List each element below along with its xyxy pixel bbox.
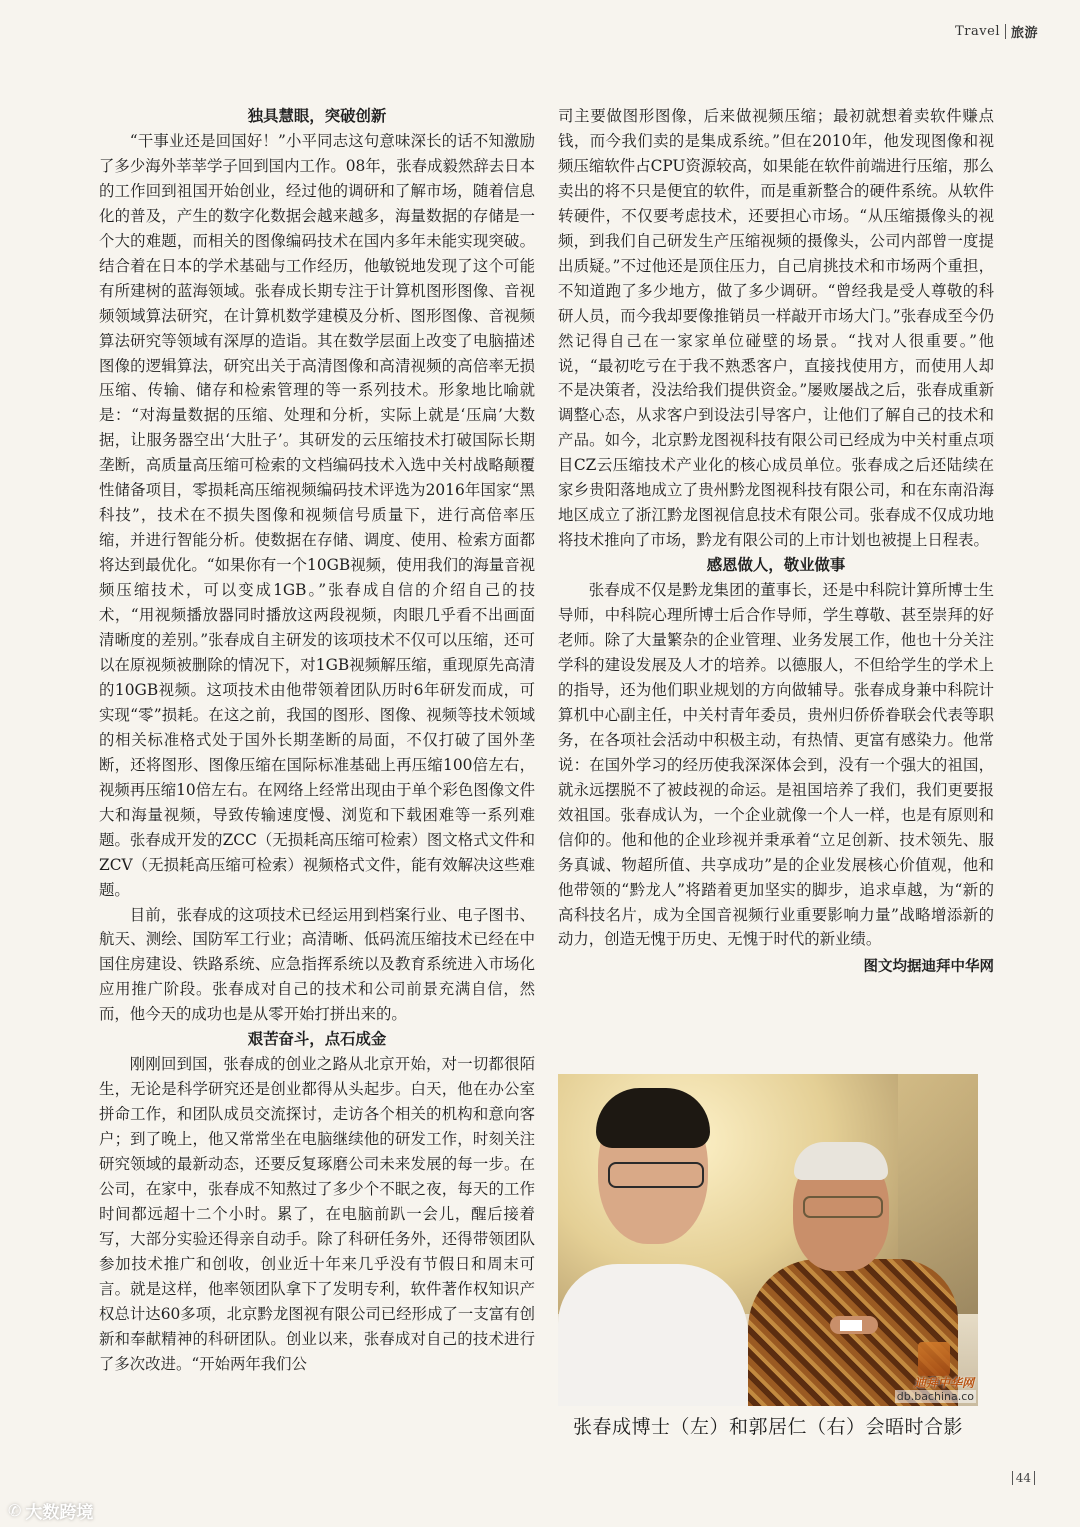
- section-heading: 感恩做人，敬业做事: [706, 556, 846, 575]
- watermark-logo-icon: [918, 1342, 950, 1376]
- page-number: [1012, 1471, 1035, 1485]
- left-person-hair: [596, 1088, 710, 1148]
- paragraph: 刚刚回到国，张春成的创业之路从北京开始，对一切都很陌生，无论是科学研究还是创业都得从头起步。白天，他在办公室拼命工作，和团队成员交流探讨，走访各个相关的机构和意向客户；到了晚上，他又常常坐在电脑继续他的研发工作，时刻关注研究领域的最新动态，还要反复琢磨公司未来发展的每一步。在公司，在家中，张春成不知熬过了多少个不眠之夜，每天的工作时间都远超十二个小时。累了，在电脑前趴一会儿，醒后接着写，大部分实验还得亲自动手。除了科研任务外，还得带领团队参加技术推广和创收，创业近十年来几乎没有节假日和周末可言。就是这样，他率领团队拿下了发明专利，软件著作权知识产权总计达60多项，北京黔龙图视有限公司已经形成了一支富有创新和奉献精神的科研团队。创业以来，张春成对自己的技术进行了多次改进。“开始两年我们公: [99, 1055, 535, 1373]
- page-number-value: 44: [1015, 1471, 1031, 1485]
- paragraph: 目前，张春成的这项技术已经运用到档案行业、电子图书、航天、测绘、国防军工行业；高清晰、低码流压缩技术已经在中国住房建设、铁路系统、应急指挥系统以及教育系统进入市场化应用推广阶段。张春成对自己的技术和公司前景充满自信，然而，他今天的成功也是从零开始打拼出来的。: [99, 905, 535, 1024]
- right-person-glasses: [803, 1196, 883, 1218]
- section-header: [955, 22, 1038, 41]
- section-label-en: Travel: [955, 24, 1000, 39]
- section-label-zh: 旅游: [1010, 26, 1038, 41]
- watermark-text: 迪拜中华网: [913, 1376, 974, 1390]
- header-divider: [1005, 24, 1006, 39]
- left-person-glasses: [608, 1162, 704, 1188]
- meeting-photo: [558, 1074, 978, 1406]
- brand-text: 大数跨境: [25, 1503, 94, 1523]
- source-credit: 图文均据迪拜中华网: [863, 959, 994, 976]
- photo-caption: 张春成博士（左）和郭居仁（右）会晤时合影: [572, 1416, 963, 1438]
- paragraph: “干事业还是回国好！”小平同志这句意味深长的话不知激励了多少海外莘莘学子回到国内工作。08年，张春成毅然辞去日本的工作回到祖国开始创业，经过他的调研和了解市场，随着信息化的普及，产生的数字化数据会越来越多，海量数据的存储是一个大的难题，而相关的图像编码技术在国内多年未能实现突破。结合着在日本的学术基础与工作经历，他敏锐地发现了这个可能有所建树的蓝海领域。张春成长期专注于计算机图形图像、音视频领域算法研究，在计算机数学建模及分析、图形图像、音视频算法研究等领域有深厚的造诣。其在数学层面上改变了电脑描述图像的逻辑算法，研究出关于高清图像和高清视频的高倍率无损压缩、传输、储存和检索管理的等一系列技术。形象地比喻就是：“对海量数据的压缩、处理和分析，实际上就是‘压扁’大数据，让服务器空出‘大肚子’。其研发的云压缩技术打破国际长期垄断，高质量高压缩可检索的文档编码技术入选中关村战略颠覆性储备项目，零损耗高压缩视频编码技术评选为2016年国家“黑科技”，技术在不损失图像和视频信号质量下，进行高倍率压缩，并进行智能分析。使数据在存储、调度、使用、检索方面都将达到最优化。“如果你有一个10GB视频，使用我们的海量音视频压缩技术，可以变成1GB。”张春成自信的介绍自己的技术，“用视频播放器同时播放这两段视频，肉眼几乎看不出画面清晰度的差别。”张春成自主研发的该项技术不仅可以压缩，还可以在原视频被删除的情况下，对1GB视频解压缩，重现原先高清的10GB视频。这项技术由他带领着团队历时6年研发而成，可实现“零”损耗。在这之前，我国的图形、图像、视频等技术领域的相关标准格式处于国外长期垄断的局面，不仅打破了国外垄断，还将图形、图像压缩在国际标准基础上再压缩100倍左右，视频再压缩10倍左右。在网络上经常出现由于单个彩色图像文件大和海量视频，导致传输速度慢、浏览和下载困难等一系列难题。张春成开发的ZCC（无损耗高压缩可检索）图文格式文件和ZCV（无损耗高压缩可检索）视频格式文件，能有效解决这些难题。: [99, 131, 535, 899]
- page-number-bar-right: [1034, 1471, 1035, 1485]
- business-card: [840, 1320, 862, 1331]
- watermark-url: db.bachina.co: [896, 1390, 974, 1403]
- left-person-body: [558, 1264, 748, 1406]
- paragraph-continued: 司主要做图形图像，后来做视频压缩；最初就想着卖软件赚点钱，而今我们卖的是集成系统。”但在2010年，他发现图像和视频压缩软件占CPU资源较高，如果能在软件前端进行压缩，那么卖出的将不只是便宜的软件，而是重新整合的硬件系统。从软件转硬件，不仅要考虑技术，还要担心市场。“从压缩摄像头的视频，到我们自己研发生产压缩视频的摄像头，公司内部曾一度提出质疑。”不过他还是顶住压力，自己肩挑技术和市场两个重担，不知道跑了多少地方，做了多少调研。“曾经我是受人尊敬的科研人员，而今我却要像推销员一样敲开市场大门。”张春成至今仍然记得自己在一家家单位碰壁的场景。“找对人很重要。”他说，“最初吃亏在于我不熟悉客户，直接找使用方，而使用人却不是决策者，没法给我们提供资金。”屡败屡战之后，张春成重新调整心态，从求客户到设法引导客户，让他们了解自己的技术和产品。如今，北京黔龙图视科技有限公司已经成为中关村重点项目CZ云压缩技术产业化的核心成员单位。张春成之后还陆续在家乡贵阳落地成立了贵州黔龙图视科技有限公司，和在东南沿海地区成立了浙江黔龙图视信息技术有限公司。张春成不仅成功地将技术推向了市场，黔龙有限公司的上市计划也被提上日程表。: [558, 107, 994, 550]
- weibo-icon: ✆: [8, 1501, 22, 1520]
- paragraph: 张春成不仅是黔龙集团的董事长，还是中科院计算所博士生导师，中科院心理所博士后合作导师，学生尊敬、甚至崇拜的好老师。除了大量繁杂的企业管理、业务发展工作，他也十分关注学科的建设发展及人才的培养。以德服人，不但给学生的学术上的指导，还为他们职业规划的方向做辅导。张春成身兼中科院计算机中心副主任，中关村青年委员，贵州归侨侨眷联会代表等职务，在各项社会活动中积极主动，有热情、更富有感染力。他常说：在国外学习的经历使我深深体会到，没有一个强大的祖国，就永远摆脱不了被歧视的命运。是祖国培养了我们，我们更要报效祖国。张春成认为，一个企业就像一个人一样，也是有原则和信仰的。他和他的企业珍视并秉承着“立足创新、技术领先、服务真诚、物超所值、共享成功”是的企业发展核心价值观，他和他带领的“黔龙人”将踏着更加坚实的脚步，追求卓越，为“新的高科技名片，成为全国音视频行业重要影响力量”战略增添新的动力，创造无愧于历史、无愧于时代的新业绩。: [558, 581, 994, 949]
- left-column: [99, 104, 535, 1377]
- brand-watermark: [8, 1498, 93, 1523]
- section-heading: 艰苦奋斗，点石成金: [247, 1030, 387, 1049]
- right-column: [558, 104, 994, 980]
- right-person-hair: [794, 1142, 888, 1180]
- section-heading: 独具慧眼，突破创新: [247, 107, 387, 125]
- page-number-bar-left: [1012, 1471, 1013, 1485]
